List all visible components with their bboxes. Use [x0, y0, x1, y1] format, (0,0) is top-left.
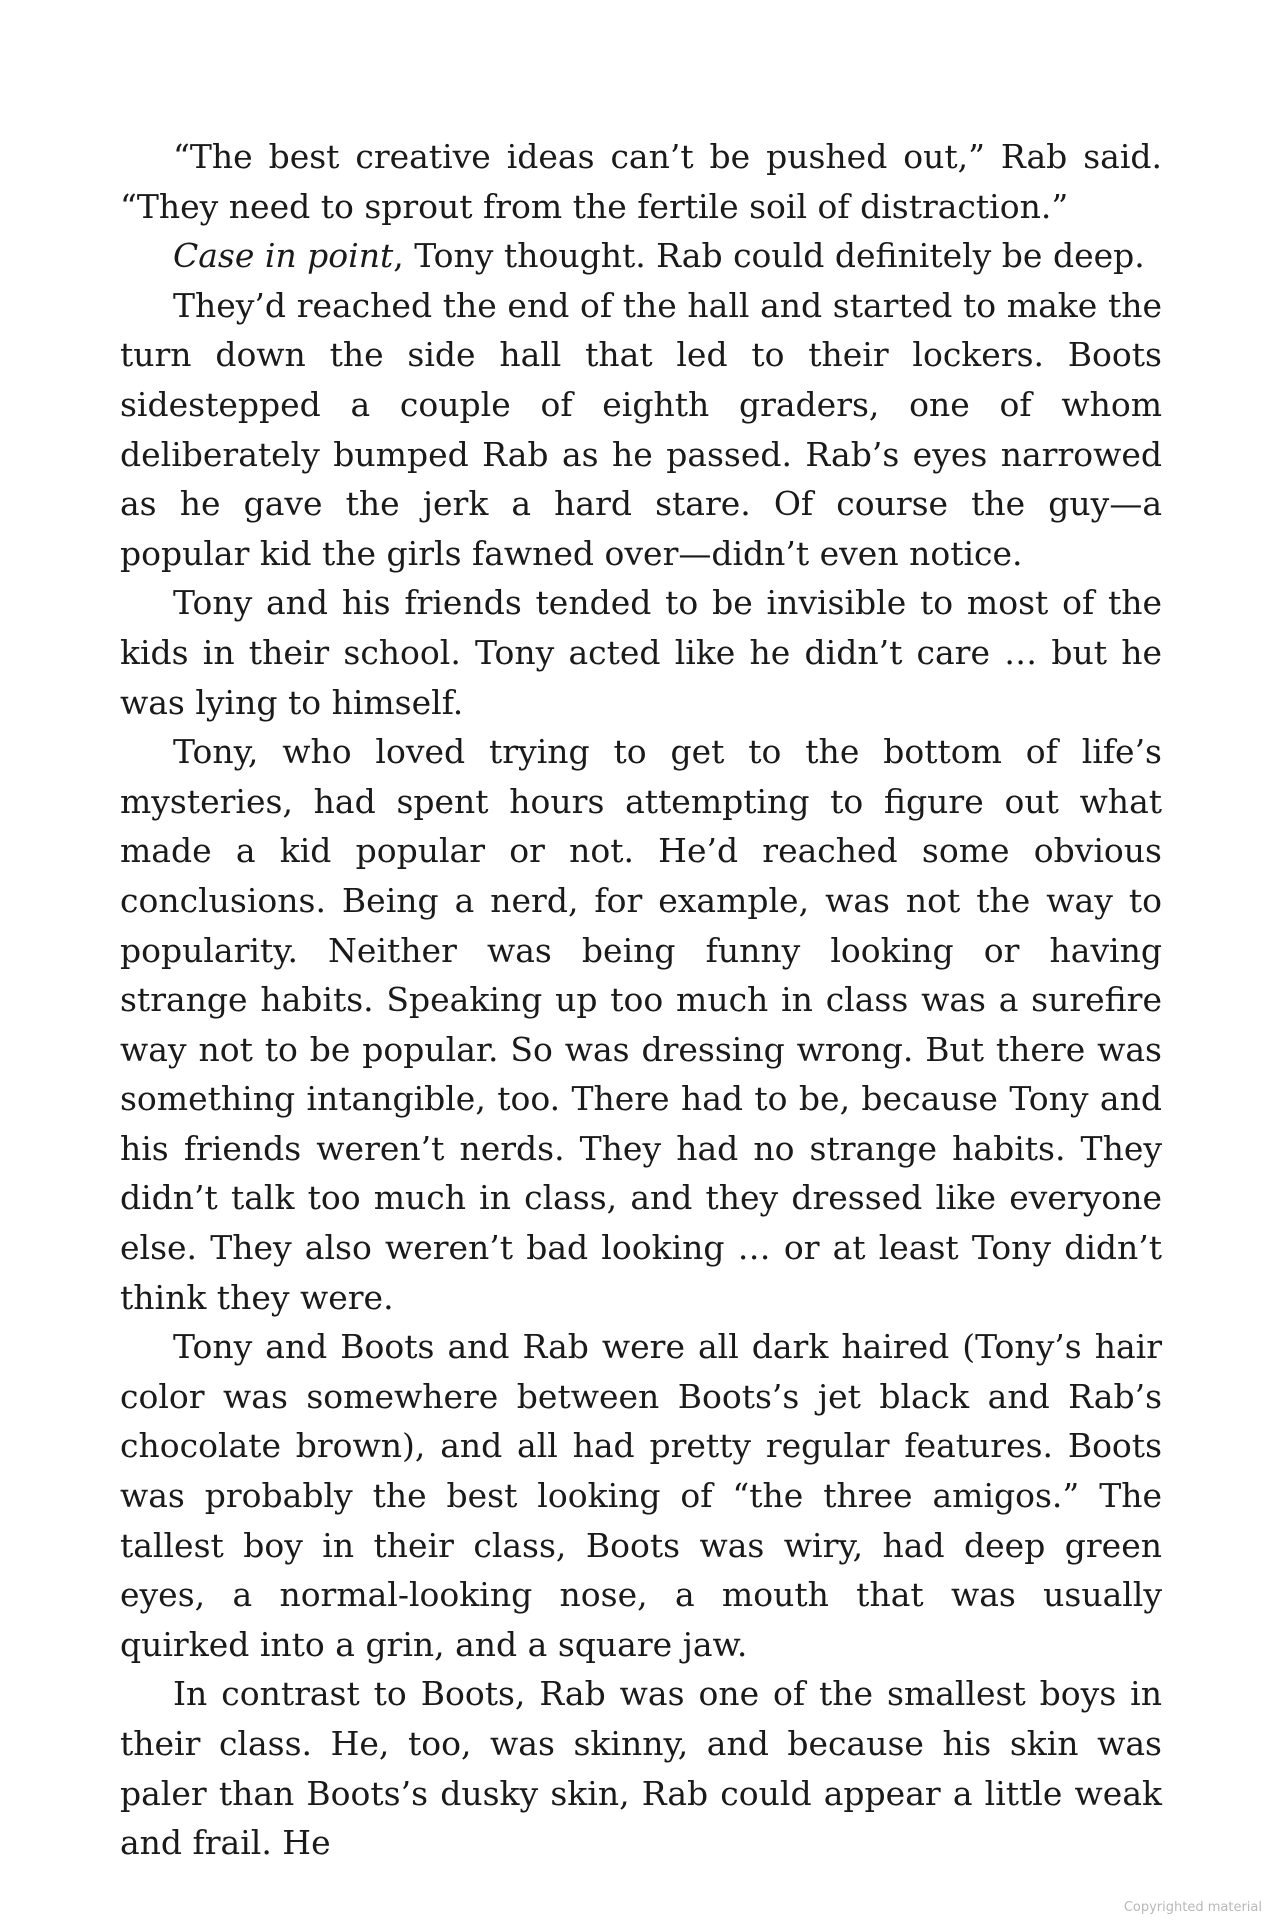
- paragraph-7: [120, 1669, 1162, 1867]
- paragraph-1: [120, 132, 1162, 231]
- paragraph-text: “The best creative ideas can’t be pushed out,” Rab said. “They need to sprout from the fertile soil of distraction.”: [120, 137, 1162, 226]
- paragraph-2: [120, 231, 1162, 281]
- paragraph-text: , Tony thought. Rab could definitely be deep.: [393, 236, 1145, 276]
- copyright-watermark: Copyrighted material: [1123, 1900, 1262, 1915]
- paragraph-3: [120, 281, 1162, 579]
- paragraph-text: Tony and his friends tended to be invisible to most of the kids in their school. Tony acted like he didn’t care … but he was lying to himself.: [120, 583, 1162, 722]
- paragraph-text: In contrast to Boots, Rab was one of the smallest boys in their class. He, too, was skinny, and because his skin was paler than Boots’s dusky skin, Rab could appear a little weak and frail. He: [120, 1674, 1162, 1863]
- paragraph-text: Tony, who loved trying to get to the bottom of life’s mysteries, had spent hours attempting to figure out what made a kid popular or not. He’d reached some obvious conclusions. Being a nerd, for example, was not the way to popularity. Neither was being funny looking or having strange habits. Speaking up too much in class was a surefire way not to be popular. So was dressing wrong. But there was something intangible, too. There had to be, because Tony and his friends weren’t nerds. They had no strange habits. They didn’t talk too much in class, and they dressed like everyone else. They also weren’t bad looking … or at least Tony didn’t think they were.: [120, 732, 1162, 1317]
- paragraph-4: [120, 578, 1162, 727]
- paragraph-text: They’d reached the end of the hall and started to make the turn down the side hall that led to their lockers. Boots sidestepped a couple of eighth graders, one of whom deliberately bumped Rab as he passed. Rab’s eyes narrowed as he gave the jerk a hard stare. Of course the guy—a popular kid the girls fawned over—didn’t even notice.: [120, 285, 1162, 573]
- paragraph-text: Tony and Boots and Rab were all dark haired (Tony’s hair color was somewhere between Boots’s jet black and Rab’s chocolate brown), and all had pretty regular features. Boots was probably the best looking of “the three amigos.” The tallest boy in their class, Boots was wiry, had deep green eyes, a normal-looking nose, a mouth that was usually quirked into a grin, and a square jaw.: [120, 1327, 1162, 1664]
- paragraph-5: [120, 727, 1162, 1322]
- book-page-text: [120, 132, 1162, 1868]
- italic-lead: Case in point: [173, 236, 394, 276]
- paragraph-6: [120, 1322, 1162, 1669]
